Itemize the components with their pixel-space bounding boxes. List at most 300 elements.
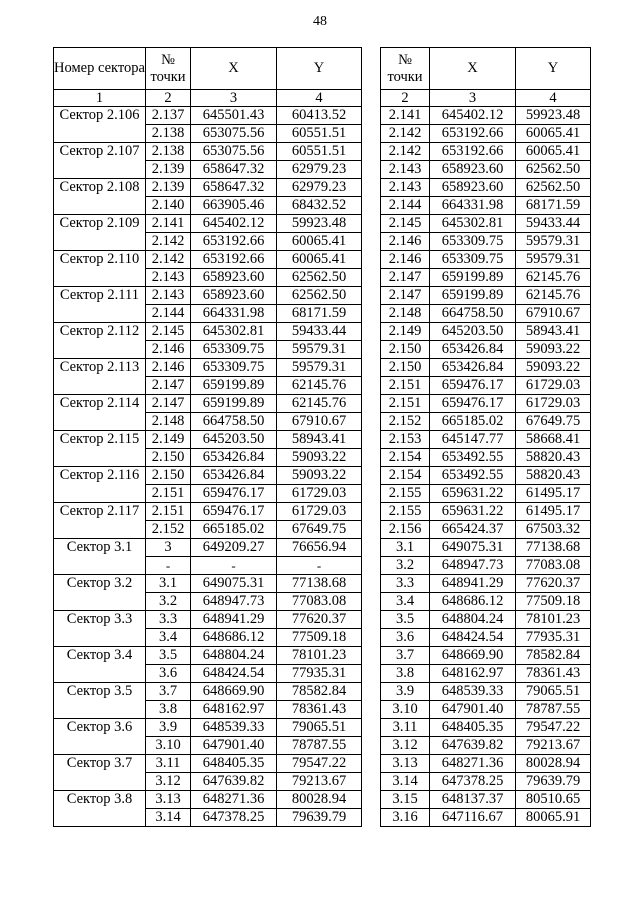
table-row [381,197,591,215]
y-value: 77083.08 [277,593,362,611]
point-number: 2.148 [146,413,191,431]
table-row [381,305,591,323]
point-number: 3.7 [381,647,430,665]
x-value: 648405.35 [191,755,277,773]
y-value: 78101.23 [516,611,591,629]
x-value: 648162.97 [430,665,516,683]
y-value: 59579.31 [516,233,591,251]
x-value: 653426.84 [191,467,277,485]
x-value: 647378.25 [430,773,516,791]
table-row [381,629,591,647]
point-number: 2.143 [381,179,430,197]
point-number: 3.8 [146,701,191,719]
column-number: 4 [516,90,591,107]
y-value: 77935.31 [516,629,591,647]
y-value: 59579.31 [277,341,362,359]
x-value: 648947.73 [191,593,277,611]
point-number: 2.142 [146,251,191,269]
sector-name: Сектор 3.4 [54,647,146,683]
table-row [381,269,591,287]
x-value: 659476.17 [430,377,516,395]
table-row [381,125,591,143]
point-number: 2.145 [146,323,191,341]
point-number: 2.142 [146,233,191,251]
y-value: 78787.55 [516,701,591,719]
x-value: 647116.67 [430,809,516,827]
x-value: 645147.77 [430,431,516,449]
point-number: 2.137 [146,107,191,125]
point-number: 2.146 [146,359,191,377]
header-x: X [430,48,516,90]
x-value: 648669.90 [191,683,277,701]
y-value: 79639.79 [516,773,591,791]
table-row [381,539,591,557]
table-row [54,143,362,161]
y-value: 78361.43 [516,665,591,683]
y-value: 78582.84 [516,647,591,665]
point-number: 3.4 [381,593,430,611]
y-value: 62979.23 [277,179,362,197]
point-number: 3.7 [146,683,191,701]
table-row [381,791,591,809]
point-number: 2.150 [381,341,430,359]
sector-name: Сектор 2.117 [54,503,146,539]
column-number: 1 [54,90,146,107]
point-number: 3.11 [146,755,191,773]
left-header-row [54,48,362,90]
point-number: 2.141 [381,107,430,125]
point-number: 3.10 [146,737,191,755]
sector-name: Сектор 3.5 [54,683,146,719]
sector-name: Сектор 3.2 [54,575,146,611]
y-value: 62562.50 [277,287,362,305]
table-row [54,791,362,809]
y-value: 79065.51 [516,683,591,701]
x-value: 664331.98 [191,305,277,323]
point-number: 2.143 [146,287,191,305]
y-value: 77935.31 [277,665,362,683]
point-number: 2.138 [146,125,191,143]
point-number: 2.150 [381,359,430,377]
column-number: 2 [381,90,430,107]
table-row [381,719,591,737]
table-row [381,611,591,629]
sector-name: Сектор 3.7 [54,755,146,791]
x-value: 649075.31 [191,575,277,593]
point-number: 3.12 [146,773,191,791]
sector-name: Сектор 2.113 [54,359,146,395]
table-row [381,449,591,467]
point-number: 2.146 [381,233,430,251]
y-value: 60065.41 [277,233,362,251]
y-value: 60551.51 [277,125,362,143]
y-value: 78361.43 [277,701,362,719]
table-row [381,215,591,233]
y-value: 76656.94 [277,539,362,557]
point-number: 2.150 [146,467,191,485]
y-value: 77509.18 [516,593,591,611]
x-value: 645203.50 [191,431,277,449]
table-row [54,467,362,485]
table-row [54,611,362,629]
table-row [381,359,591,377]
y-value: 59433.44 [516,215,591,233]
point-number: 3.3 [146,611,191,629]
x-value: 653075.56 [191,143,277,161]
table-row [381,809,591,827]
x-value: 659476.17 [191,503,277,521]
y-value: 60065.41 [516,143,591,161]
table-row [381,287,591,305]
point-number: 3.9 [381,683,430,701]
y-value: 60413.52 [277,107,362,125]
header-y: Y [516,48,591,90]
table-row [381,503,591,521]
y-value: 59093.22 [277,467,362,485]
point-number: 2.154 [381,467,430,485]
y-value: 61729.03 [516,395,591,413]
x-value: 659476.17 [191,485,277,503]
x-value: 658923.60 [191,287,277,305]
point-number: 2.144 [146,305,191,323]
y-value: 60551.51 [277,143,362,161]
y-value: 78787.55 [277,737,362,755]
point-number: 2.146 [146,341,191,359]
x-value: 648941.29 [430,575,516,593]
x-value: 659631.22 [430,503,516,521]
x-value: 658923.60 [430,179,516,197]
table-row [381,341,591,359]
y-value: 67910.67 [277,413,362,431]
table-row [54,107,362,125]
point-number: 2.143 [146,269,191,287]
right-header-row [381,48,591,90]
x-value: 648271.36 [191,791,277,809]
y-value: 67910.67 [516,305,591,323]
x-value: 647378.25 [191,809,277,827]
point-number: 3.5 [146,647,191,665]
sector-name: Сектор 3.6 [54,719,146,755]
table-row [54,215,362,233]
point-number: 2.146 [381,251,430,269]
sector-name: Сектор 2.115 [54,431,146,467]
point-number: 3.12 [381,737,430,755]
x-value: 658647.32 [191,161,277,179]
point-number: 2.142 [381,125,430,143]
table-row [54,359,362,377]
table-row [381,683,591,701]
table-row [381,647,591,665]
table-row [381,143,591,161]
y-value: 59923.48 [277,215,362,233]
y-value: 68171.59 [277,305,362,323]
point-number: 2.155 [381,485,430,503]
table-row [54,539,362,557]
table-row [54,395,362,413]
point-number: 2.147 [381,287,430,305]
header-y: Y [277,48,362,90]
point-number: - [146,557,191,575]
y-value: 60065.41 [516,125,591,143]
point-number: 3.8 [381,665,430,683]
x-value: 653309.75 [191,341,277,359]
right-table-body [381,107,591,827]
point-number: 3.2 [381,557,430,575]
x-value: 659199.89 [430,269,516,287]
point-number: 3.1 [146,575,191,593]
x-value: 658923.60 [430,161,516,179]
x-value: 649209.27 [191,539,277,557]
left-column-number-row [54,90,362,107]
left-coordinates-table [53,47,362,827]
point-number: 3.1 [381,539,430,557]
sector-name: Сектор 2.107 [54,143,146,179]
point-number: 2.153 [381,431,430,449]
x-value: 647639.82 [430,737,516,755]
y-value: 67649.75 [277,521,362,539]
x-value: 648137.37 [430,791,516,809]
table-row [381,467,591,485]
x-value: 653192.66 [430,143,516,161]
y-value: 77138.68 [277,575,362,593]
y-value: 78101.23 [277,647,362,665]
x-value: 648405.35 [430,719,516,737]
table-row [381,413,591,431]
x-value: 648804.24 [430,611,516,629]
y-value: - [277,557,362,575]
y-value: 77620.37 [516,575,591,593]
x-value: 664758.50 [430,305,516,323]
x-value: 648686.12 [191,629,277,647]
y-value: 68432.52 [277,197,362,215]
sector-name: Сектор 3.3 [54,611,146,647]
x-value: 648539.33 [430,683,516,701]
y-value: 79213.67 [277,773,362,791]
y-value: 80510.65 [516,791,591,809]
point-number: 2.144 [381,197,430,215]
sector-name: Сектор 2.108 [54,179,146,215]
point-number: 3.16 [381,809,430,827]
y-value: 77620.37 [277,611,362,629]
x-value: 653492.55 [430,467,516,485]
point-number: 3.11 [381,719,430,737]
sector-name: Сектор 2.114 [54,395,146,431]
y-value: 58668.41 [516,431,591,449]
point-number: 2.147 [146,377,191,395]
x-value: 647901.40 [191,737,277,755]
point-number: 3.6 [146,665,191,683]
y-value: 77138.68 [516,539,591,557]
header-point-number: № точки [146,48,191,90]
table-row [381,395,591,413]
y-value: 59579.31 [277,359,362,377]
table-row [381,737,591,755]
table-row [381,665,591,683]
sector-name: Сектор 2.109 [54,215,146,251]
x-value: 653192.66 [191,233,277,251]
point-number: 3.5 [381,611,430,629]
point-number: 2.151 [146,485,191,503]
table-row [54,503,362,521]
x-value: 653426.84 [430,359,516,377]
y-value: 62145.76 [516,269,591,287]
table-row [54,755,362,773]
x-value: 658923.60 [191,269,277,287]
x-value: 664758.50 [191,413,277,431]
point-number: 3.6 [381,629,430,647]
y-value: 77083.08 [516,557,591,575]
y-value: 58943.41 [277,431,362,449]
x-value: - [191,557,277,575]
table-row [381,161,591,179]
x-value: 645402.12 [191,215,277,233]
table-row [381,521,591,539]
y-value: 62562.50 [516,179,591,197]
y-value: 77509.18 [277,629,362,647]
y-value: 62979.23 [277,161,362,179]
point-number: 3.14 [146,809,191,827]
x-value: 648947.73 [430,557,516,575]
point-number: 3.2 [146,593,191,611]
y-value: 58820.43 [516,449,591,467]
x-value: 659199.89 [191,377,277,395]
header-point-number: № точки [381,48,430,90]
table-row [54,683,362,701]
y-value: 61495.17 [516,485,591,503]
table-row [54,431,362,449]
y-value: 59093.22 [516,359,591,377]
header-x: X [191,48,277,90]
y-value: 60065.41 [277,251,362,269]
y-value: 79547.22 [516,719,591,737]
y-value: 61729.03 [516,377,591,395]
point-number: 3.3 [381,575,430,593]
point-number: 2.149 [381,323,430,341]
point-number: 2.139 [146,161,191,179]
table-row [381,431,591,449]
point-number: 2.143 [381,161,430,179]
table-row [381,701,591,719]
x-value: 645302.81 [191,323,277,341]
left-table-body [54,107,362,827]
point-number: 2.138 [146,143,191,161]
point-number: 2.140 [146,197,191,215]
y-value: 79639.79 [277,809,362,827]
point-number: 2.156 [381,521,430,539]
x-value: 648941.29 [191,611,277,629]
point-number: 2.152 [146,521,191,539]
table-row [381,377,591,395]
y-value: 59923.48 [516,107,591,125]
point-number: 3.13 [381,755,430,773]
column-number: 2 [146,90,191,107]
table-row [381,251,591,269]
table-row [54,251,362,269]
x-value: 645501.43 [191,107,277,125]
y-value: 61729.03 [277,503,362,521]
point-number: 2.152 [381,413,430,431]
y-value: 78582.84 [277,683,362,701]
point-number: 2.149 [146,431,191,449]
point-number: 2.145 [381,215,430,233]
page-number: 48 [313,14,327,29]
point-number: 3.4 [146,629,191,647]
point-number: 2.151 [381,377,430,395]
sector-name: Сектор 2.106 [54,107,146,143]
point-number: 3 [146,539,191,557]
table-row [381,323,591,341]
right-column-number-row [381,90,591,107]
x-value: 659199.89 [191,395,277,413]
x-value: 653426.84 [191,449,277,467]
table-row [381,755,591,773]
sector-name: Сектор 2.110 [54,251,146,287]
x-value: 665424.37 [430,521,516,539]
x-value: 647639.82 [191,773,277,791]
y-value: 61729.03 [277,485,362,503]
point-number: 3.9 [146,719,191,737]
x-value: 653309.75 [191,359,277,377]
point-number: 2.139 [146,179,191,197]
point-number: 3.10 [381,701,430,719]
column-number: 3 [191,90,277,107]
y-value: 59579.31 [516,251,591,269]
point-number: 3.13 [146,791,191,809]
x-value: 648686.12 [430,593,516,611]
x-value: 664331.98 [430,197,516,215]
x-value: 648669.90 [430,647,516,665]
point-number: 2.154 [381,449,430,467]
point-number: 2.148 [381,305,430,323]
sector-name: Сектор 2.112 [54,323,146,359]
x-value: 659631.22 [430,485,516,503]
sector-name: Сектор 3.1 [54,539,146,575]
table-row [381,575,591,593]
y-value: 62562.50 [277,269,362,287]
x-value: 659476.17 [430,395,516,413]
table-row [54,287,362,305]
y-value: 79065.51 [277,719,362,737]
y-value: 62145.76 [277,377,362,395]
y-value: 61495.17 [516,503,591,521]
x-value: 663905.46 [191,197,277,215]
right-coordinates-table [380,47,591,827]
y-value: 67649.75 [516,413,591,431]
sector-name: Сектор 3.8 [54,791,146,827]
table-row [381,773,591,791]
x-value: 648162.97 [191,701,277,719]
x-value: 645402.12 [430,107,516,125]
y-value: 68171.59 [516,197,591,215]
header-sector-number: Номер сектора [54,48,146,90]
point-number: 3.14 [381,773,430,791]
y-value: 62145.76 [277,395,362,413]
x-value: 658647.32 [191,179,277,197]
x-value: 645203.50 [430,323,516,341]
point-number: 2.147 [146,395,191,413]
x-value: 653492.55 [430,449,516,467]
table-row [54,719,362,737]
x-value: 653426.84 [430,341,516,359]
y-value: 79547.22 [277,755,362,773]
point-number: 2.151 [381,395,430,413]
y-value: 80028.94 [277,791,362,809]
x-value: 665185.02 [191,521,277,539]
table-row [54,323,362,341]
table-row [381,557,591,575]
x-value: 653309.75 [430,251,516,269]
x-value: 659199.89 [430,287,516,305]
